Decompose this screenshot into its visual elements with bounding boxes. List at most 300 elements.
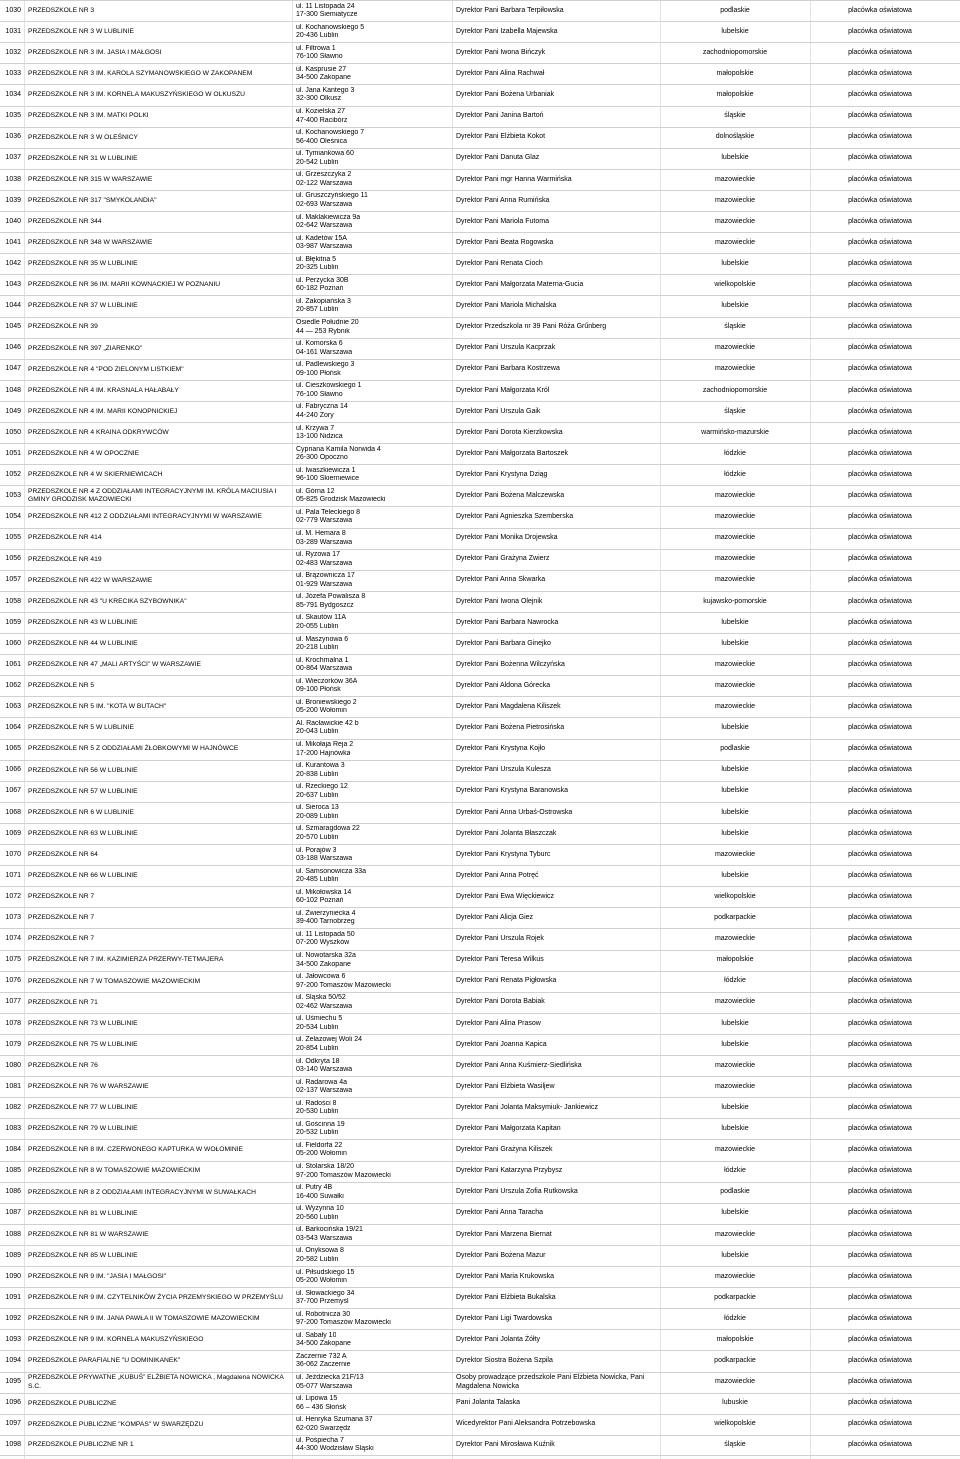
address-street: ul. 11 Listopada 24 <box>296 2 355 10</box>
row-number: 1058 <box>5 597 21 605</box>
table-row <box>0 317 960 338</box>
row-number: 1048 <box>5 386 21 394</box>
row-number: 1073 <box>5 914 21 922</box>
address-city: 20-532 Lublin <box>296 1129 339 1137</box>
address-street: ul. Brązownicza 17 <box>296 572 355 580</box>
institution-type: placówka oświatowa <box>848 386 912 394</box>
row-number: 1063 <box>5 703 21 711</box>
table-row <box>0 907 960 928</box>
director: Dyrektor Siostra Bożena Szpila <box>456 1357 553 1365</box>
director: Dyrektor Pani Mariola Michalska <box>456 302 557 310</box>
row-number: 1074 <box>5 935 21 943</box>
address-street: ul. Krochmalna 1 <box>296 656 349 664</box>
address-street: ul. Henryka Szumana 37 <box>296 1416 373 1424</box>
address <box>296 1415 446 1435</box>
table-row <box>0 359 960 380</box>
institution-type: placówka oświatowa <box>848 1272 912 1280</box>
address-street: ul. Ryżowa 17 <box>296 551 340 559</box>
address <box>296 697 446 717</box>
institution-type: placówka oświatowa <box>848 154 912 162</box>
address <box>296 296 446 316</box>
address-city: 39-400 Tarnobrzeg <box>296 918 355 926</box>
institution-name: PRZEDSZKOLE NR 414 <box>28 534 102 542</box>
table-row <box>0 84 960 105</box>
director: Dyrektor Pani Mariola Futoma <box>456 217 549 225</box>
table-row <box>0 549 960 570</box>
address-city: 66 – 436 Słońsk <box>296 1403 347 1411</box>
address <box>296 866 446 886</box>
address <box>296 740 446 760</box>
institution-name: PRZEDSZKOLE NR 36 IM. MARII KOWNACKIEJ W POZNANIU <box>28 281 221 289</box>
institution-type: placówka oświatowa <box>848 703 912 711</box>
institution-name: PRZEDSZKOLE NR 5 Z ODDZIAŁAMI ŻŁOBKOWYMI W HAJNÓWCE <box>28 745 239 753</box>
institution-type: placówka oświatowa <box>848 1357 912 1365</box>
director: Dyrektor Pani Krystyna Kojło <box>456 745 546 753</box>
row-number: 1065 <box>5 745 21 753</box>
address-city: 20-582 Lublin <box>296 1255 339 1263</box>
institution-name: PRZEDSZKOLE NR 419 <box>28 555 102 563</box>
address-city: 60-182 Poznań <box>296 285 344 293</box>
address-city: 00-864 Warszawa <box>296 665 353 673</box>
address-city: 05-825 Grodzisk Mazowiecki <box>296 496 386 504</box>
institution-type: placówka oświatowa <box>848 323 912 331</box>
institution-type: placówka oświatowa <box>848 1399 912 1407</box>
voivodeship: lubelskie <box>721 1040 749 1048</box>
table-row <box>0 633 960 654</box>
address-city: 20-436 Lublin <box>296 32 339 40</box>
voivodeship: mazowieckie <box>714 850 756 858</box>
voivodeship: mazowieckie <box>714 555 756 563</box>
row-number: 1075 <box>5 956 21 964</box>
row-number: 1039 <box>5 196 21 204</box>
institution-type: placówka oświatowa <box>848 914 912 922</box>
row-number: 1087 <box>5 1209 21 1217</box>
row-number: 1038 <box>5 175 21 183</box>
institution-type: placówka oświatowa <box>848 175 912 183</box>
institution-name: PRZEDSZKOLE NR 44 W LUBLINIE <box>28 639 138 647</box>
address <box>296 613 446 633</box>
row-number: 1032 <box>5 48 21 56</box>
institution-name: PRZEDSZKOLE NR 422 W WARSZAWIE <box>28 576 153 584</box>
institution-type: placówka oświatowa <box>848 470 912 478</box>
institution-name: PRZEDSZKOLE NR 4 W OPOCZNIE <box>28 450 140 458</box>
address-street: ul. Józefa Powalisza 8 <box>296 593 366 601</box>
row-number: 1055 <box>5 534 21 542</box>
address <box>296 1373 446 1393</box>
institution-type: placówka oświatowa <box>848 1420 912 1428</box>
institution-name: PRZEDSZKOLE NR 81 W WARSZAWIE <box>28 1230 149 1238</box>
table-row <box>0 717 960 738</box>
voivodeship: lubelskie <box>721 724 749 732</box>
address <box>296 1162 446 1182</box>
address-city: 01-929 Warszawa <box>296 580 353 588</box>
director: Dyrektor Pani Anna Potręć <box>456 871 539 879</box>
director: Dyrektor Pani Grażyna Zwierz <box>456 555 550 563</box>
institution-type: placówka oświatowa <box>848 829 912 837</box>
institution-name: PRZEDSZKOLE NR 81 W LUBLINIE <box>28 1209 138 1217</box>
institution-name: PRZEDSZKOLE NR 4 W SKIERNIEWICACH <box>28 471 163 479</box>
row-number: 1036 <box>5 133 21 141</box>
institution-name: PRZEDSZKOLE NR 79 W LUBLINIE <box>28 1125 138 1133</box>
address-city: 03-140 Warszawa <box>296 1066 353 1074</box>
address-city: 17-300 Siemiatycze <box>296 11 358 19</box>
director: Dyrektor Pani Małgorzata Król <box>456 386 550 394</box>
address-city: 85-791 Bydgoszcz <box>296 601 354 609</box>
voivodeship: lubelskie <box>721 154 749 162</box>
institution-type: placówka oświatowa <box>848 1082 912 1090</box>
institution-name: PRZEDSZKOLE NR 35 W LUBLINIE <box>28 260 138 268</box>
address <box>296 107 446 127</box>
address <box>296 381 446 401</box>
address <box>296 339 446 359</box>
voivodeship: podlaskie <box>720 1188 750 1196</box>
institution-name: PRZEDSZKOLE PRYWATNE „KUBUŚ” ELŻBIETA NOWICKA , Magdalena NOWICKA S.C. <box>28 1374 284 1390</box>
institution-type: placówka oświatowa <box>848 576 912 584</box>
row-number: 1096 <box>5 1399 21 1407</box>
director: Dyrektor Pani Krystyna Tyburc <box>456 850 551 858</box>
voivodeship: lubelskie <box>721 766 749 774</box>
address <box>296 423 446 443</box>
address <box>296 676 446 696</box>
row-number: 1059 <box>5 618 21 626</box>
address <box>296 550 446 570</box>
voivodeship: lubelskie <box>721 618 749 626</box>
address-city: 34-500 Zakopane <box>296 960 351 968</box>
institution-type: placówka oświatowa <box>848 91 912 99</box>
institution-type: placówka oświatowa <box>848 133 912 141</box>
address-street: ul. Błękitna 5 <box>296 255 337 263</box>
director: Dyrektor Pani Anna Taracha <box>456 1209 544 1217</box>
institution-type: placówka oświatowa <box>848 1188 912 1196</box>
director: Dyrektor Pani Anna Skwarka <box>456 576 546 584</box>
institution-type: placówka oświatowa <box>848 344 912 352</box>
director: Dyrektor Pani Bożena Mazur <box>456 1251 546 1259</box>
director: Dyrektor Pani Izabella Majewska <box>456 27 558 35</box>
director: Dyrektor Pani Bożena Urbaniak <box>456 91 555 99</box>
address-city: 47-400 Racibórz <box>296 116 348 124</box>
address-street: ul. Komorska 6 <box>296 340 343 348</box>
table-row <box>0 1013 960 1034</box>
director: Dyrektor Pani Małgorzata Materna-Gucia <box>456 281 584 289</box>
voivodeship: mazowieckie <box>714 196 756 204</box>
address-city: 02-122 Warszawa <box>296 179 353 187</box>
institution-type: placówka oświatowa <box>848 892 912 900</box>
address-street: ul. Iwaszkiewicza 1 <box>296 466 356 474</box>
institution-name: PRZEDSZKOLE NR 317 "SMYKOLANDIA" <box>28 196 157 204</box>
table-row <box>0 1245 960 1266</box>
institution-name: PRZEDSZKOLE NR 75 W LUBLINIE <box>28 1040 138 1048</box>
row-number: 1097 <box>5 1420 21 1428</box>
row-number: 1077 <box>5 998 21 1006</box>
address-city: 44-240 Żory <box>296 411 334 419</box>
address <box>296 1225 446 1245</box>
address-city: 05-200 Wołomin <box>296 707 347 715</box>
row-number: 1062 <box>5 681 21 689</box>
address <box>296 465 446 485</box>
address-city: 02-642 Warszawa <box>296 222 353 230</box>
institution-type: placówka oświatowa <box>848 217 912 225</box>
row-number: 1045 <box>5 323 21 331</box>
institution-name: PRZEDSZKOLE PUBLICZNE "KOMPAS" W SWARZĘDZU <box>28 1420 204 1428</box>
institution-name: PRZEDSZKOLE NR 3 IM. KAROLA SZYMANOWSKIEGO W ZAKOPANEM <box>28 70 253 78</box>
address-city: 44-300 Wodzisław Śląski <box>296 1445 374 1453</box>
address-street: ul. Mikołowska 14 <box>296 888 352 896</box>
row-number: 1031 <box>5 27 21 35</box>
director: Dyrektor Pani Urszula Rojek <box>456 935 544 943</box>
director: Dyrektor Pani Renata Cioch <box>456 259 543 267</box>
address <box>296 85 446 105</box>
address-city: 20-485 Lublin <box>296 876 339 884</box>
table-row <box>0 380 960 401</box>
row-number: 1090 <box>5 1272 21 1280</box>
director: Dyrektor Pani Barbara Kostrzewa <box>456 365 560 373</box>
institution-name: PRZEDSZKOLE NR 4 IM. MARII KONOPNICKIEJ <box>28 407 178 415</box>
address <box>296 761 446 781</box>
row-number: 1095 <box>5 1378 21 1386</box>
address-street: Al. Racławickie 42 b <box>296 719 359 727</box>
address-city: 20-530 Lublin <box>296 1108 339 1116</box>
institution-name: PRZEDSZKOLE NR 9 IM. JANA PAWŁA II W TOMASZOWIE MAZOWIECKIM <box>28 1315 260 1323</box>
address-city: 20-218 Lublin <box>296 644 339 652</box>
director: Dyrektor Pani Małgorzata Bartoszek <box>456 449 569 457</box>
address-city: 36-062 Zaczernie <box>296 1361 351 1369</box>
director: Dyrektor Pani Bożena Malczewska <box>456 492 565 500</box>
table-row <box>0 1350 960 1371</box>
row-number: 1098 <box>5 1441 21 1449</box>
institution-name: PRZEDSZKOLE NR 66 W LUBLINIE <box>28 872 138 880</box>
address-street: ul. Górna 12 <box>296 487 335 495</box>
row-number: 1082 <box>5 1103 21 1111</box>
institution-name: PRZEDSZKOLE NR 4 Z ODDZIAŁAMI INTEGRACYJNYMI IM. KRÓLA MACIUSIA I GMINY GRODZISK MAZOWIECKI <box>28 488 277 504</box>
director: Dyrektor Pani Grażyna Kiliszek <box>456 1146 553 1154</box>
director: Dyrektor Pani Elżbieta Wasiljew <box>456 1082 555 1090</box>
address <box>296 845 446 865</box>
row-number: 1046 <box>5 344 21 352</box>
address-street: Cypriana Kamila Norwida 4 <box>296 445 381 453</box>
institution-name: PRZEDSZKOLE NR 3 IM. KORNELA MAKUSZYŃSKIEGO W OLKUSZU <box>28 91 246 99</box>
voivodeship: lubuskie <box>722 1399 748 1407</box>
director: Dyrektor Pani Urszula Kulesza <box>456 766 551 774</box>
row-number: 1068 <box>5 808 21 816</box>
table-row <box>0 844 960 865</box>
address-city: 97-200 Tomaszów Mazowiecki <box>296 1319 391 1327</box>
address-street: ul. Fabryczna 14 <box>296 403 348 411</box>
voivodeship: lubelskie <box>721 1019 749 1027</box>
row-number: 1052 <box>5 470 21 478</box>
institution-name: PRZEDSZKOLE NR 37 W LUBLINIE <box>28 302 138 310</box>
institution-name: PRZEDSZKOLE NR 56 W LUBLINIE <box>28 766 138 774</box>
institution-type: placówka oświatowa <box>848 281 912 289</box>
institution-type: placówka oświatowa <box>848 112 912 120</box>
institution-type: placówka oświatowa <box>848 196 912 204</box>
director: Dyrektor Pani Renata Pigłowska <box>456 977 557 985</box>
address-street: ul. Jana Kantego 3 <box>296 86 355 94</box>
institution-type: placówka oświatowa <box>848 935 912 943</box>
address <box>296 254 446 274</box>
address-street: ul. Zwierzyniecka 4 <box>296 909 356 917</box>
address <box>296 233 446 253</box>
address-street: ul. Zakopiańska 3 <box>296 297 351 305</box>
address-city: 20-089 Lublin <box>296 812 339 820</box>
address-city: 56-400 Oleśnica <box>296 137 347 145</box>
address-city: 03-543 Warszawa <box>296 1234 353 1242</box>
address <box>296 1204 446 1224</box>
address-street: ul. Wyżynna 10 <box>296 1205 344 1213</box>
voivodeship: lubelskie <box>721 302 749 310</box>
institution-name: PRZEDSZKOLE NR 3 W OLEŚNICY <box>28 133 138 141</box>
row-number: 1083 <box>5 1125 21 1133</box>
institution-type: placówka oświatowa <box>848 492 912 500</box>
voivodeship: podkarpackie <box>714 914 756 922</box>
row-number: 1035 <box>5 112 21 120</box>
address-city: 44 — 253 Rybnik <box>296 327 350 335</box>
address <box>296 486 446 506</box>
director: Dyrektor Pani Iwona Bińczyk <box>456 48 546 56</box>
address <box>296 1056 446 1076</box>
voivodeship: śląskie <box>724 1441 746 1449</box>
table-row <box>0 338 960 359</box>
row-number: 1033 <box>5 70 21 78</box>
address <box>296 128 446 148</box>
director: Dyrektor Pani Krystyna Baranowska <box>456 787 569 795</box>
director: Dyrektor Pani Dorota Kierzkowska <box>456 428 563 436</box>
address <box>296 1246 446 1266</box>
address <box>296 275 446 295</box>
table-row <box>0 696 960 717</box>
address <box>296 1288 446 1308</box>
address-street: ul. Jeździecka 21F/13 <box>296 1374 364 1382</box>
address-street: ul. Filtrowa 1 <box>296 44 336 52</box>
voivodeship: śląskie <box>724 323 746 331</box>
row-number: 1092 <box>5 1314 21 1322</box>
director: Dyrektor Pani Anna Kuśmierz-Siedlińska <box>456 1061 582 1069</box>
address <box>296 1330 446 1350</box>
director: Dyrektor Pani Joanna Kapica <box>456 1040 547 1048</box>
row-number: 1034 <box>5 91 21 99</box>
institution-type: placówka oświatowa <box>848 597 912 605</box>
table-row <box>0 1034 960 1055</box>
row-number: 1078 <box>5 1019 21 1027</box>
address <box>296 824 446 844</box>
institution-name: PRZEDSZKOLE NR 31 W LUBLINIE <box>28 154 138 162</box>
row-number: 1041 <box>5 238 21 246</box>
director: Dyrektor Pani Aldona Górecka <box>456 681 551 689</box>
row-number: 1081 <box>5 1082 21 1090</box>
institution-name: PRZEDSZKOLE NR 7 <box>28 914 95 922</box>
table-row <box>0 570 960 591</box>
director: Dyrektor Pani Iwona Olejnik <box>456 597 543 605</box>
voivodeship: lubelskie <box>721 1251 749 1259</box>
address <box>296 951 446 971</box>
institution-type: placówka oświatowa <box>848 808 912 816</box>
voivodeship: mazowieckie <box>714 681 756 689</box>
row-number: 1079 <box>5 1040 21 1048</box>
address-street: ul. Samsonowicza 33a <box>296 867 367 875</box>
voivodeship: mazowieckie <box>714 1082 756 1090</box>
director: Dyrektor Pani Maria Krukowska <box>456 1272 555 1280</box>
voivodeship: małopolskie <box>716 91 754 99</box>
address-city: 37-700 Przemyśl <box>296 1298 349 1306</box>
director: Dyrektor Pani Bożenna Wilczyńska <box>456 660 565 668</box>
table-row <box>0 506 960 527</box>
row-number: 1049 <box>5 407 21 415</box>
institution-type: placówka oświatowa <box>848 513 912 521</box>
address-city: 20-534 Lublin <box>296 1023 339 1031</box>
institution-name: PRZEDSZKOLE NR 4 IM. KRASNALA HAŁABAŁY <box>28 386 179 394</box>
voivodeship: lubelskie <box>721 829 749 837</box>
row-number: 1091 <box>5 1293 21 1301</box>
institution-name: PRZEDSZKOLE NR 9 IM. KORNELA MAKUSZYŃSKIEGO <box>28 1336 204 1344</box>
institution-type: placówka oświatowa <box>848 956 912 964</box>
row-number: 1076 <box>5 977 21 985</box>
voivodeship: mazowieckie <box>714 660 756 668</box>
address-city: 03-188 Warszawa <box>296 855 353 863</box>
address-street: ul. Skautów 11A <box>296 614 347 622</box>
voivodeship: mazowieckie <box>714 365 756 373</box>
address <box>296 43 446 63</box>
institution-type: placówka oświatowa <box>848 1293 912 1301</box>
table-row <box>0 1224 960 1245</box>
address <box>296 1309 446 1329</box>
table-row <box>0 1182 960 1203</box>
voivodeship: mazowieckie <box>714 576 756 584</box>
voivodeship: małopolskie <box>716 1336 754 1344</box>
institution-name: PRZEDSZKOLE NR 3 <box>28 6 95 14</box>
table-row <box>0 274 960 295</box>
institution-type: placówka oświatowa <box>848 1251 912 1259</box>
director: Dyrektor Pani Krystyna Dziąg <box>456 470 548 478</box>
address-city: 97-200 Tomaszów Mazowiecki <box>296 1171 391 1179</box>
row-number: 1042 <box>5 259 21 267</box>
address-city: 02-779 Warszawa <box>296 517 353 525</box>
institution-name: PRZEDSZKOLE NR 412 Z ODDZIAŁAMI INTEGRACYJNYMI W WARSZAWIE <box>28 513 262 521</box>
director: Dyrektor Pani Katarzyna Przybysz <box>456 1167 563 1175</box>
address-street: Osiedle Południe 20 <box>296 319 359 327</box>
address-city: 02-137 Warszawa <box>296 1087 353 1095</box>
row-number: 1054 <box>5 513 21 521</box>
address <box>296 1098 446 1118</box>
address-street: ul. 11 Listopada 50 <box>296 930 355 938</box>
voivodeship: zachodniopomorskie <box>702 386 768 394</box>
table-row <box>0 1055 960 1076</box>
row-number: 1061 <box>5 660 21 668</box>
institution-type: placówka oświatowa <box>848 745 912 753</box>
director: Dyrektor Pani Jolanta Błaszczak <box>456 829 557 837</box>
address <box>296 149 446 169</box>
address-city: 03-987 Warszawa <box>296 243 353 251</box>
institution-name: PRZEDSZKOLE NR 39 <box>28 323 98 331</box>
table-row <box>0 928 960 949</box>
address-street: ul. Krzywa 7 <box>296 424 335 432</box>
address-city: 20-542 Lublin <box>296 158 339 166</box>
address-city: 32-300 Olkusz <box>296 95 342 103</box>
director: Dyrektor Pani Anna Rumińska <box>456 196 550 204</box>
institution-type: placówka oświatowa <box>848 639 912 647</box>
table-row <box>0 654 960 675</box>
table-row <box>0 1287 960 1308</box>
address-city: 20-570 Lublin <box>296 833 339 841</box>
address-street: ul. Radości 8 <box>296 1099 337 1107</box>
row-number: 1040 <box>5 217 21 225</box>
row-number: 1044 <box>5 302 21 310</box>
voivodeship: mazowieckie <box>714 217 756 225</box>
address <box>296 22 446 42</box>
row-number: 1085 <box>5 1167 21 1175</box>
institution-name: PRZEDSZKOLE NR 57 W LUBLINIE <box>28 787 138 795</box>
address-street: ul. Sieroca 13 <box>296 804 339 812</box>
institution-name: PRZEDSZKOLE NR 8 IM. CZERWONEGO KAPTURKA W WOŁOMINIE <box>28 1146 244 1154</box>
institution-type: placówka oświatowa <box>848 1061 912 1069</box>
